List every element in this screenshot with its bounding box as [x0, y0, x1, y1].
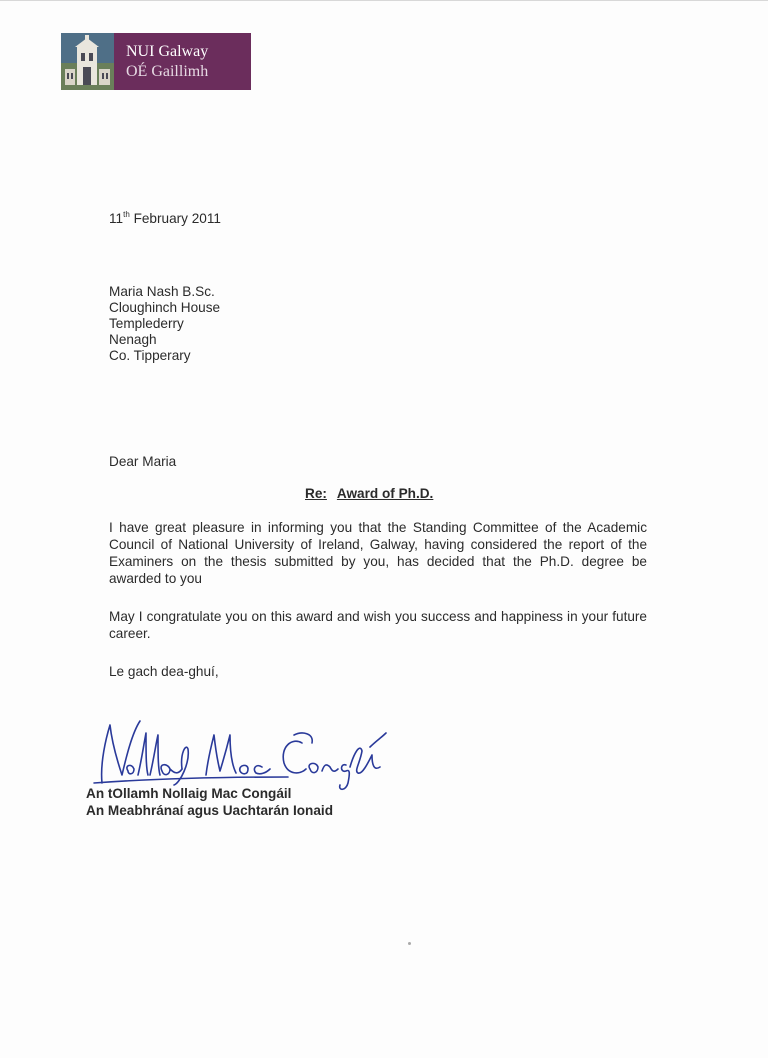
subject-line: [305, 486, 443, 501]
body-paragraph-2: May I congratulate you on this award and wish you success and happiness in your future career.: [109, 609, 647, 641]
signatory-block: [86, 785, 333, 819]
body-paragraph-1: I have great pleasure in informing you that the Standing Committee of the Academic Council of National University of Ireland, Galway, having considered the report of the Examiners on the thesis submitted by you, has decided that the Ph.D. degree be awarded to you: [109, 520, 647, 586]
subject-re: Re:: [305, 486, 327, 501]
paper-speck: [408, 942, 411, 945]
date-suffix: th: [123, 210, 130, 219]
address-line: Templederry: [109, 316, 184, 331]
date-day: 11: [109, 211, 124, 226]
address-line: Maria Nash B.Sc.: [109, 284, 215, 299]
university-logo: [61, 33, 251, 90]
address-line: Cloughinch House: [109, 300, 221, 315]
signatory-title: An Meabhránaí agus Uachtarán Ionaid: [86, 803, 334, 818]
quadrangle-tower-icon: [61, 33, 114, 90]
address-line: Co. Tipperary: [109, 348, 191, 363]
salutation: Dear Maria: [109, 454, 177, 469]
letter-date: [109, 207, 221, 227]
logo-name-english: NUI Galway: [126, 43, 209, 60]
subject-title: Award of Ph.D.: [336, 486, 434, 501]
closing-line: Le gach dea-ghuí,: [109, 664, 219, 679]
address-line: Nenagh: [109, 332, 157, 347]
date-month-year: February 2011: [129, 211, 221, 226]
recipient-address: [109, 284, 220, 364]
signatory-name: An tOllamh Nollaig Mac Congáil: [86, 786, 292, 801]
logo-name-irish: OÉ Gaillimh: [126, 63, 209, 80]
